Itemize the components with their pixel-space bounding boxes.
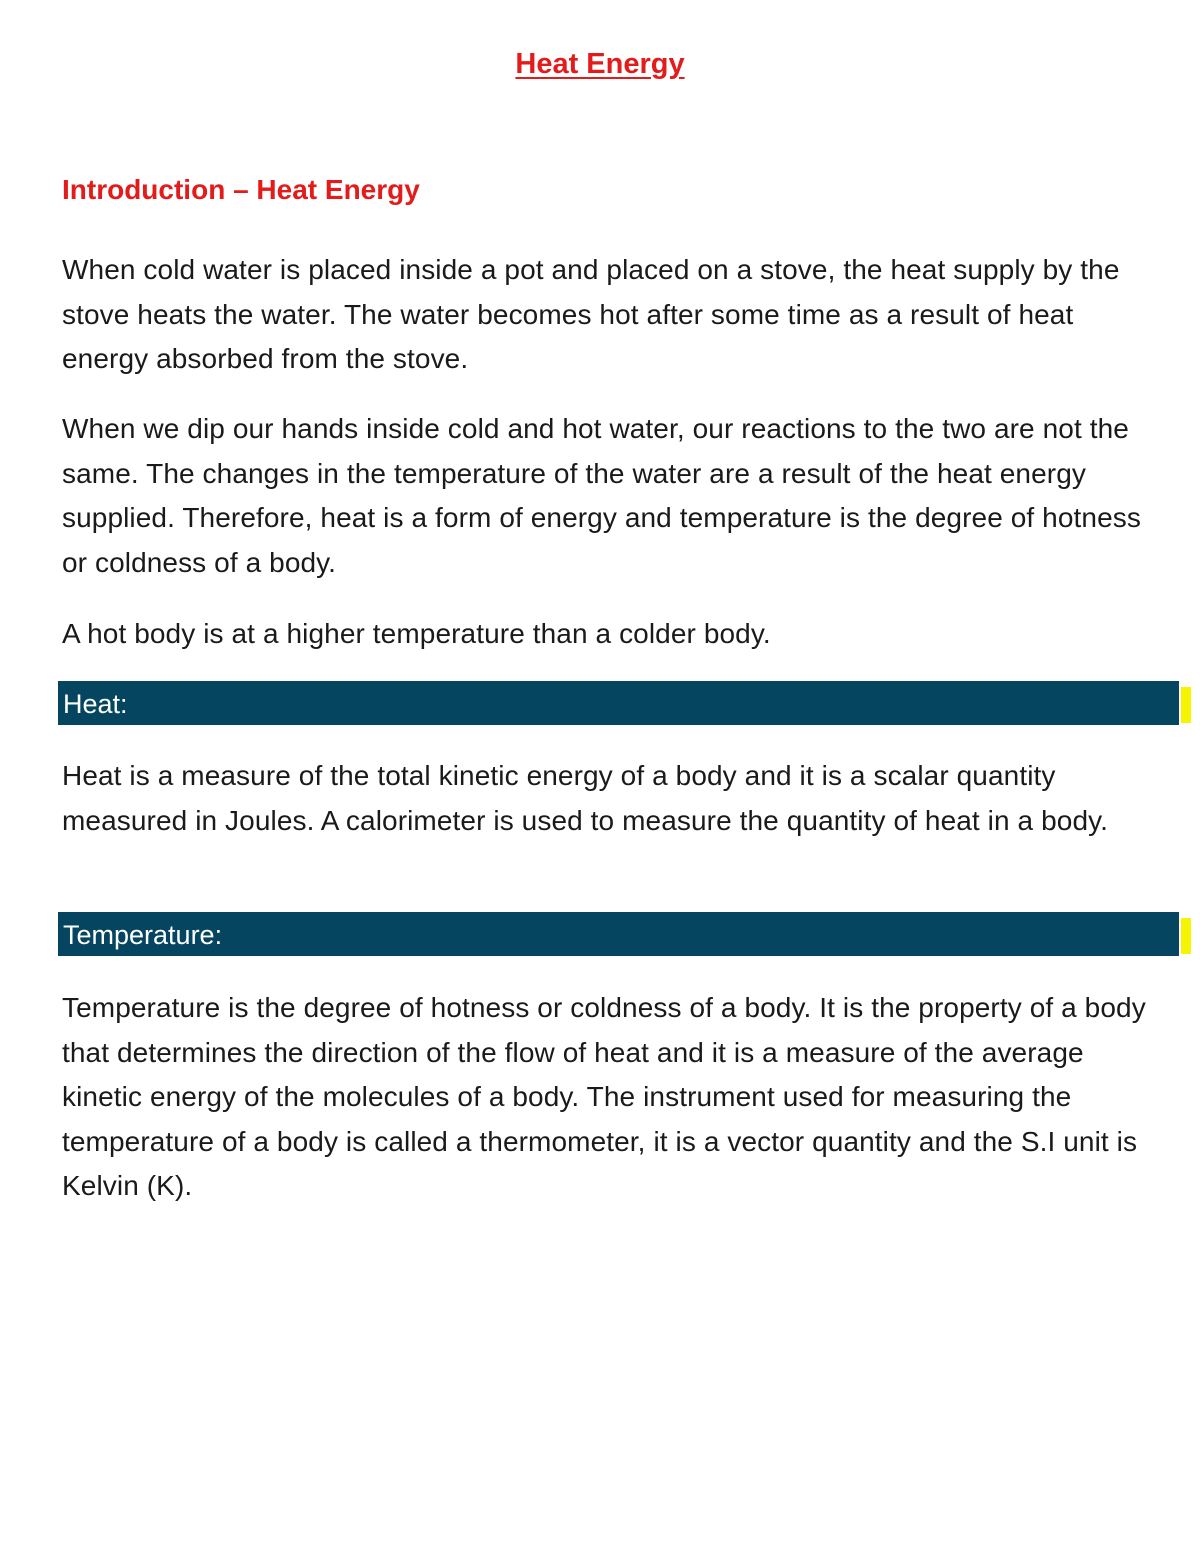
heat-section-accent: [1181, 687, 1191, 723]
heat-section-body: Heat is a measure of the total kinetic energy of a body and it is a scalar quantity measured in Joules. A calorimeter is used to measure the quantity of heat in a body.: [62, 760, 1109, 836]
temperature-section-bar: [58, 912, 1179, 956]
temperature-section-accent: [1181, 918, 1191, 954]
heat-section-heading: Heat:: [63, 689, 128, 719]
document-title: Heat Energy: [515, 48, 685, 80]
intro-heading: Introduction – Heat Energy: [62, 174, 420, 205]
intro-paragraph-1: When cold water is placed inside a pot and placed on a stove, the heat supply by the stove heats the water. The water becomes hot after some time as a result of heat energy absorbed from the stove.: [62, 254, 1120, 374]
heat-section-bar: [58, 681, 1179, 725]
intro-paragraph-2: When we dip our hands inside cold and hot water, our reactions to the two are not the same. The changes in the temperature of the water are a result of the heat energy supplied. Therefore, heat is a form of energy and temperature is the degree of hotness or coldness of a body.: [62, 413, 1141, 578]
temperature-section-body: Temperature is the degree of hotness or coldness of a body. It is the property of a body that determines the direction of the flow of heat and it is a measure of the average kinetic energy of the molecules of a body. The instrument used for measuring the temperature of a body is called a thermometer, it is a vector quantity and the S.I unit is Kelvin (K).: [62, 992, 1146, 1201]
temperature-section-heading: Temperature:: [63, 920, 223, 950]
intro-paragraph-3: A hot body is at a higher temperature than a colder body.: [62, 618, 771, 649]
